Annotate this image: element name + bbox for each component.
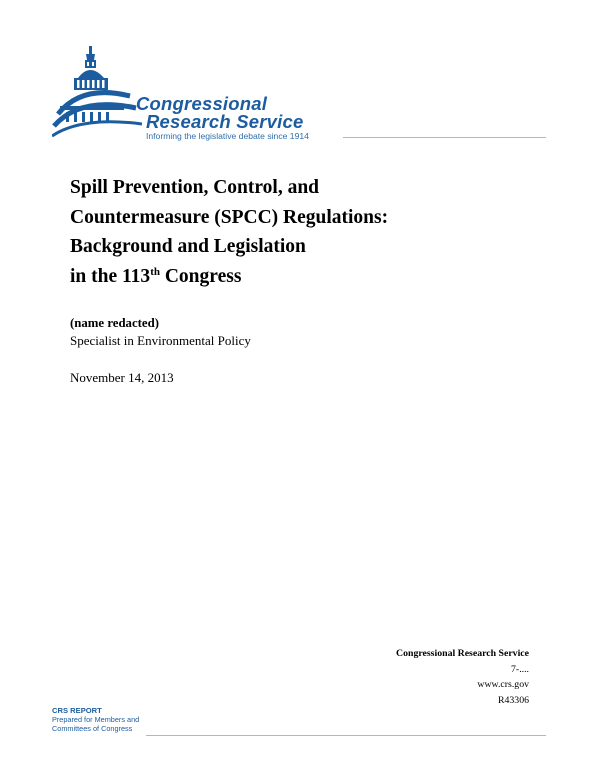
logo-line-2: Research Service [146,111,304,132]
title-line-3: Background and Legislation [70,236,306,257]
crs-phone: 7-.... [511,663,529,675]
crs-website: www.crs.gov [477,679,529,690]
footer-line-1: Prepared for Members and [52,715,140,724]
author-name: (name redacted) [70,316,159,330]
logo-divider [343,137,546,138]
title-line-1: Spill Prevention, Control, and [70,177,320,198]
author-role: Specialist in Environmental Policy [70,333,251,348]
report-number: R43306 [497,694,529,706]
crs-name: Congressional Research Service [396,648,529,659]
title-line-4 [70,262,540,292]
title-line-4-pre: in the 113 [70,265,151,287]
footer [52,706,546,733]
logo-line-1: Congressional [136,93,268,114]
title-line-4-post: Congress [159,265,242,287]
logo-tagline: Informing the legislative debate since 1914 [146,131,309,141]
footer-label: CRS REPORT [52,706,102,715]
crs-contact-block [396,646,529,708]
footer-divider [146,735,546,736]
footer-line-2: Committees of Congress [52,724,133,733]
report-title [70,173,540,291]
title-superscript: th [150,265,160,278]
report-date: November 14, 2013 [70,370,174,385]
title-line-2: Countermeasure (SPCC) Regulations: [70,206,389,228]
crs-logo [52,44,552,144]
capitol-dome-icon [52,44,142,140]
